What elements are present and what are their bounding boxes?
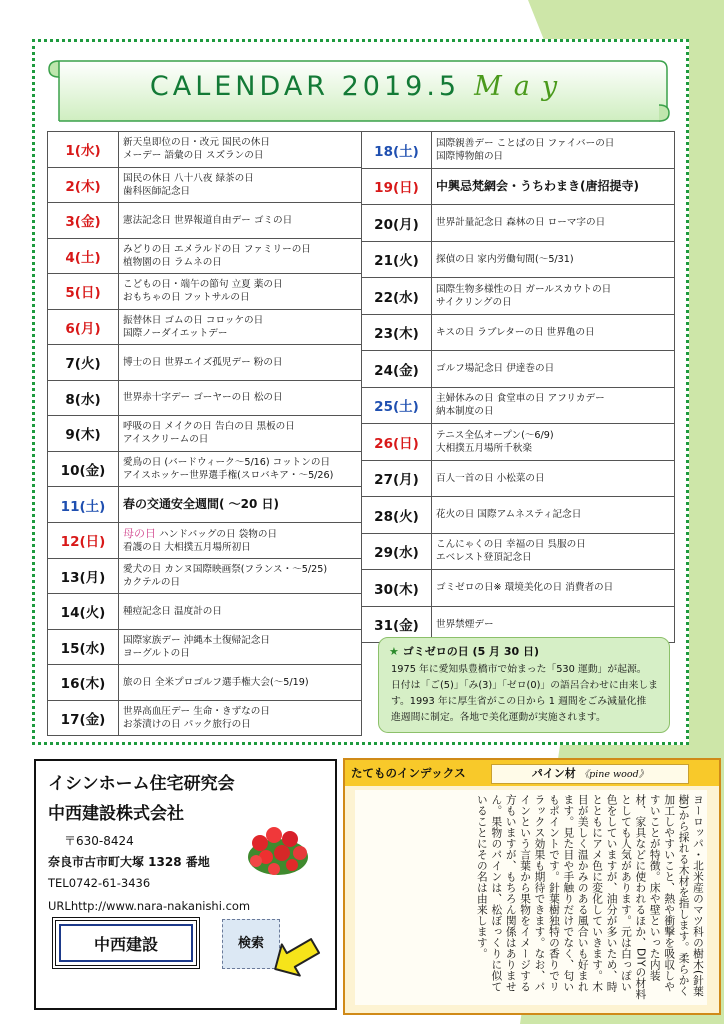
day-events bbox=[432, 314, 675, 351]
day-label: 19(日) bbox=[362, 168, 432, 205]
calendar-row bbox=[48, 665, 362, 701]
day-events bbox=[432, 241, 675, 278]
event-line: ゴミゼロの日※ 環境美化の日 消費者の日 bbox=[436, 582, 614, 594]
day-label: 8(水) bbox=[48, 380, 119, 416]
event-line: こどもの日・端午の節句 立夏 薬の日 bbox=[123, 279, 283, 291]
company-box bbox=[34, 759, 337, 1010]
day-label: 7(火) bbox=[48, 345, 119, 381]
flower-bouquet-icon bbox=[242, 817, 314, 883]
company-name: 中西建設株式会社 bbox=[48, 804, 184, 824]
calendar-row bbox=[48, 309, 362, 345]
day-label: 10(金) bbox=[48, 451, 119, 487]
index-body-text: ヨーロッパ・北米産のマツ科の樹木(針葉樹)から採れる木材を指します。柔らかく加工しやすいこと、熱や衝撃を吸収しやすいことが特徴。床や壁といった内装材、家具などに使われるほか、DIYの材料としても人気があります。元は白っぽい色をしていますが、油分が多いため、時とともにアメ色に変化していきます。木目が美しく温かみのある風合いも好まれます。見た目や手触りだけでなく、匂いもポイントです。針葉樹独特の香りでリラックス効果も期待できます。なお、パインという言葉から果物をイメージする方もいますが、もちろん関係はありません。果物のパインは、松ぼっくりに似ていることにその名は由来します。 bbox=[355, 790, 707, 1005]
day-events bbox=[119, 309, 362, 345]
calendar-row bbox=[362, 168, 675, 205]
calendar-row bbox=[48, 203, 362, 239]
day-events bbox=[119, 487, 362, 523]
day-label: 5(日) bbox=[48, 274, 119, 310]
event-line: 春の交通安全週間( ～20 日) bbox=[123, 497, 280, 511]
title-banner bbox=[47, 55, 672, 125]
day-label: 26(日) bbox=[362, 424, 432, 461]
event-line: 国際博物館の日 bbox=[436, 150, 504, 162]
calendar-row bbox=[362, 570, 675, 607]
note-line: 1975 年に愛知県豊橋市で始まった「530 運動」が起源。 bbox=[391, 664, 647, 675]
day-events bbox=[119, 274, 362, 310]
company-group: イシンホーム住宅研究会 bbox=[48, 774, 235, 794]
index-topic-english: 《pine wood》 bbox=[579, 769, 649, 780]
calendar-row bbox=[48, 700, 362, 736]
event-line: こんにゃくの日 幸福の日 呉服の日 bbox=[436, 539, 586, 551]
note-line: 進週間に制定。各地で美化運動が実施されます。 bbox=[391, 712, 606, 723]
calendar-row bbox=[48, 487, 362, 523]
day-label: 3(金) bbox=[48, 203, 119, 239]
calendar-row bbox=[48, 345, 362, 381]
event-line: サイクリングの日 bbox=[436, 296, 512, 308]
day-label: 16(木) bbox=[48, 665, 119, 701]
day-label: 13(月) bbox=[48, 558, 119, 594]
day-label: 27(月) bbox=[362, 460, 432, 497]
day-label: 29(水) bbox=[362, 533, 432, 570]
event-line: 主婦休みの日 食堂車の日 アフリカデー bbox=[436, 393, 605, 405]
calendar-row bbox=[48, 167, 362, 203]
event-line: 納本制度の日 bbox=[436, 406, 494, 418]
event-line: カクテルの日 bbox=[123, 576, 181, 588]
day-events bbox=[119, 345, 362, 381]
title-text: CALENDAR 2019.5 bbox=[149, 71, 461, 102]
calendar-row bbox=[362, 460, 675, 497]
day-label: 9(木) bbox=[48, 416, 119, 452]
day-events bbox=[119, 416, 362, 452]
event-line: キスの日 ラブレターの日 世界亀の日 bbox=[436, 326, 595, 338]
event-line: 博士の日 世界エイズ孤児デー 粉の日 bbox=[123, 356, 283, 368]
day-events bbox=[119, 451, 362, 487]
company-zip: 〒630-8424 bbox=[64, 834, 134, 848]
event-line: 新天皇即位の日・改元 国民の休日 bbox=[123, 137, 270, 149]
event-line: 種痘記念日 温度計の日 bbox=[123, 605, 222, 617]
day-events bbox=[119, 665, 362, 701]
note-body bbox=[391, 662, 663, 726]
calendar-row bbox=[362, 278, 675, 315]
day-events bbox=[432, 278, 675, 315]
day-label: 18(土) bbox=[362, 132, 432, 169]
search-button[interactable]: 検索 bbox=[222, 919, 280, 969]
day-events bbox=[119, 594, 362, 630]
day-label: 31(金) bbox=[362, 606, 432, 643]
event-highlight: 母の日 bbox=[123, 526, 156, 540]
day-label: 20(月) bbox=[362, 205, 432, 242]
event-line: 歯科医師記念日 bbox=[123, 185, 191, 197]
day-label: 25(土) bbox=[362, 387, 432, 424]
day-label: 24(金) bbox=[362, 351, 432, 388]
event-line: 国民の休日 八十八夜 緑茶の日 bbox=[123, 172, 254, 184]
event-line: テニス全仏オープン(～6/9) bbox=[436, 429, 554, 441]
day-events bbox=[432, 205, 675, 242]
day-events bbox=[119, 558, 362, 594]
day-label: 1(水) bbox=[48, 132, 119, 168]
event-line: 愛鳥の日 (バードウィーク～5/16) コットンの日 bbox=[123, 456, 331, 468]
calendar-row bbox=[362, 424, 675, 461]
event-line: アイスホッケー世界選手権(スロバキア・～5/26) bbox=[123, 469, 334, 481]
event-line: 振替休日 ゴムの日 コロッケの日 bbox=[123, 314, 264, 326]
event-line: アイスクリームの日 bbox=[123, 434, 209, 446]
day-events bbox=[432, 460, 675, 497]
calendar-row bbox=[362, 132, 675, 169]
calendar-row bbox=[48, 132, 362, 168]
day-label: 12(日) bbox=[48, 523, 119, 559]
index-topic-label: パイン材 bbox=[531, 767, 576, 780]
day-events bbox=[119, 700, 362, 736]
event-line: ゴルフ場記念日 伊達巻の日 bbox=[436, 363, 555, 375]
calendar-row bbox=[362, 314, 675, 351]
event-line: おもちゃの日 フットサルの日 bbox=[123, 292, 250, 304]
day-events bbox=[119, 238, 362, 274]
day-label: 28(火) bbox=[362, 497, 432, 534]
event-line: 植物園の日 ラムネの日 bbox=[123, 256, 222, 268]
event-line: 旅の日 全米プロゴルフ選手権大会(～5/19) bbox=[123, 676, 309, 688]
event-line: 国際ノーダイエットデー bbox=[123, 327, 228, 339]
day-events bbox=[432, 570, 675, 607]
calendar-row bbox=[362, 533, 675, 570]
day-label: 4(土) bbox=[48, 238, 119, 274]
pointer-arrow-icon bbox=[268, 933, 324, 979]
company-url[interactable]: URLhttp://www.nara-nakanishi.com bbox=[48, 899, 251, 913]
company-name-button[interactable] bbox=[52, 917, 200, 969]
calendar-row bbox=[48, 558, 362, 594]
day-events bbox=[119, 203, 362, 239]
event-line: 母の日 ハンドバッグの日 袋物の日 bbox=[123, 526, 278, 540]
event-line: 探偵の日 家内労働旬間(～5/31) bbox=[436, 253, 574, 265]
day-events bbox=[119, 132, 362, 168]
note-heading bbox=[389, 643, 539, 659]
note-line: 日付は「ご(5)」「み(3)」「ゼロ(0)」の語呂合わせに由来しま bbox=[391, 680, 658, 691]
day-label: 21(火) bbox=[362, 241, 432, 278]
day-label: 15(水) bbox=[48, 629, 119, 665]
event-line: 愛犬の日 カンヌ国際映画祭(フランス・～5/25) bbox=[123, 563, 328, 575]
day-events bbox=[432, 168, 675, 205]
day-label: 2(木) bbox=[48, 167, 119, 203]
calendar-row bbox=[48, 416, 362, 452]
calendar-row bbox=[362, 351, 675, 388]
day-label: 17(金) bbox=[48, 700, 119, 736]
event-line: 看護の日 大相撲五月場所初日 bbox=[123, 541, 251, 553]
calendar-row bbox=[362, 497, 675, 534]
calendar-row bbox=[48, 523, 362, 559]
day-events bbox=[432, 351, 675, 388]
event-line: 中興忌梵網会・うちわまき(唐招提寺) bbox=[436, 178, 639, 193]
day-events bbox=[432, 424, 675, 461]
event-line: 百人一首の日 小松菜の日 bbox=[436, 472, 545, 484]
event-line: みどりの日 エメラルドの日 ファミリーの日 bbox=[123, 243, 311, 255]
event-line: 世界赤十字デー ゴーヤーの日 松の日 bbox=[123, 392, 283, 404]
day-events bbox=[432, 497, 675, 534]
calendar-row bbox=[48, 629, 362, 665]
event-line: 憲法記念日 世界報道自由デー ゴミの日 bbox=[123, 214, 293, 226]
calendar-left bbox=[47, 131, 362, 736]
index-topic bbox=[491, 764, 689, 784]
calendar-row bbox=[362, 241, 675, 278]
day-label: 23(木) bbox=[362, 314, 432, 351]
day-events bbox=[119, 629, 362, 665]
calendar-row bbox=[362, 387, 675, 424]
day-label: 6(月) bbox=[48, 309, 119, 345]
company-name-button-label: 中西建設 bbox=[59, 924, 193, 962]
star-icon: ★ bbox=[389, 645, 399, 658]
calendar-row bbox=[48, 274, 362, 310]
event-line: 国際家族デー 沖縄本土復帰記念日 bbox=[123, 634, 270, 646]
event-line: 国際生物多様性の日 ガールスカウトの日 bbox=[436, 283, 612, 295]
day-events bbox=[119, 380, 362, 416]
note-line: す。1993 年に厚生省がこの日から 1 週間をごみ減量化推 bbox=[391, 696, 647, 707]
event-line: エベレスト登頂記念日 bbox=[436, 552, 532, 564]
note-title: ゴミゼロの日 (5 月 30 日) bbox=[402, 645, 540, 658]
company-tel: TEL0742-61-3436 bbox=[48, 876, 151, 890]
day-events bbox=[432, 387, 675, 424]
index-title: たてものインデックス bbox=[351, 766, 466, 780]
gomizero-note bbox=[378, 637, 670, 733]
calendar-right bbox=[361, 131, 675, 643]
event-line: 世界禁煙デー bbox=[436, 618, 494, 630]
title-month: May bbox=[474, 71, 570, 102]
day-label: 11(土) bbox=[48, 487, 119, 523]
day-label: 14(火) bbox=[48, 594, 119, 630]
calendar-row bbox=[362, 205, 675, 242]
day-events bbox=[119, 167, 362, 203]
event-line: お茶漬けの日 パック旅行の日 bbox=[123, 718, 251, 730]
building-index bbox=[343, 758, 721, 1015]
index-header bbox=[345, 760, 719, 786]
event-line: メーデー 語彙の日 スズランの日 bbox=[123, 150, 264, 162]
event-line: 呼吸の日 メイクの日 告白の日 黒板の日 bbox=[123, 421, 295, 433]
event-line: ヨーグルトの日 bbox=[123, 647, 190, 659]
day-events bbox=[432, 132, 675, 169]
day-events bbox=[432, 533, 675, 570]
calendar-row bbox=[48, 594, 362, 630]
event-line: 世界計量記念日 森林の日 ローマ字の日 bbox=[436, 217, 606, 229]
day-label: 22(水) bbox=[362, 278, 432, 315]
company-address: 奈良市古市町大塚 1328 番地 bbox=[48, 855, 210, 869]
event-line: 国際親善デー ことばの日 ファイバーの日 bbox=[436, 137, 615, 149]
day-events bbox=[119, 523, 362, 559]
calendar-row bbox=[48, 380, 362, 416]
day-label: 30(木) bbox=[362, 570, 432, 607]
calendar-row bbox=[48, 451, 362, 487]
calendar-row bbox=[48, 238, 362, 274]
page-title bbox=[47, 71, 672, 102]
event-line: 大相撲五月場所千秋楽 bbox=[436, 442, 532, 454]
event-line: 世界高血圧デー 生命・きずなの日 bbox=[123, 705, 270, 717]
event-line: 花火の日 国際アムネスティ記念日 bbox=[436, 509, 582, 521]
